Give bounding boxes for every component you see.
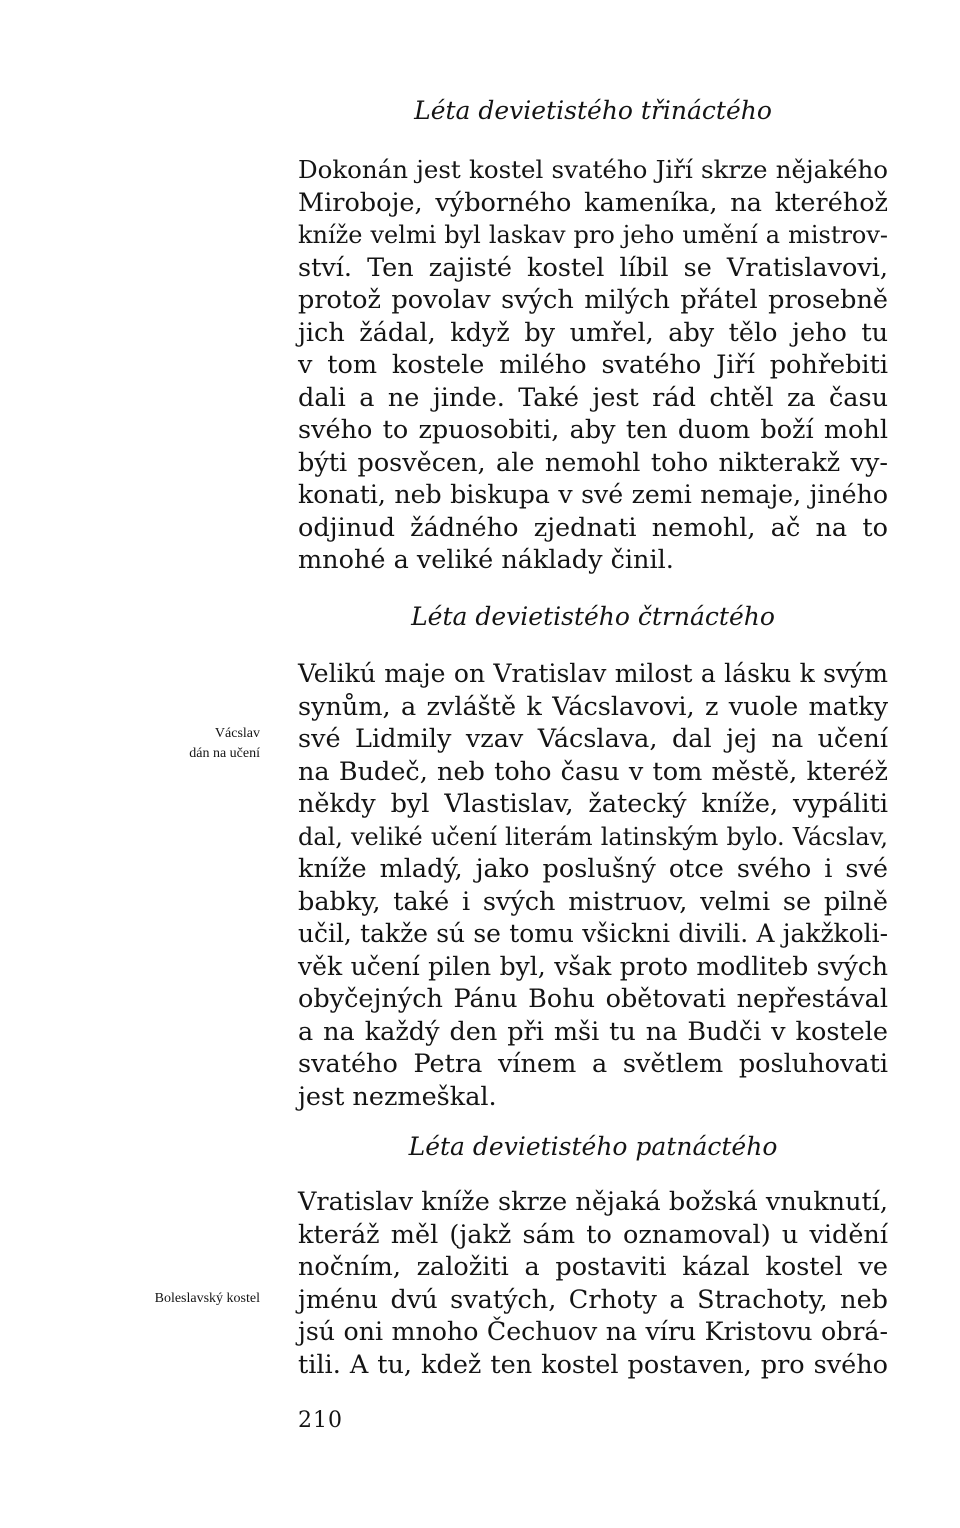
text-line: jménu dvú svatých, Crhoty a Strachoty, neb: [298, 1284, 888, 1315]
text-line: učil, takže sú se tomu všickni divili. A jakžkoli-: [298, 919, 888, 948]
text-line: dali a ne jinde. Také jest rád chtěl za času: [298, 382, 888, 413]
page-number: 210: [298, 1408, 343, 1433]
text-line: dal, veliké učení literám latinským bylo. Vácslav,: [298, 822, 888, 851]
text-line: mnohé a veliké náklady činil.: [298, 545, 674, 575]
text-line: obyčejných Pánu Bohu obětovati nepřestával: [298, 984, 888, 1014]
text-line: ství. Ten zajisté kostel líbil se Vratislavovi,: [298, 252, 888, 283]
text-line: synům, a zvláště k Vácslavovi, z vuole matky: [298, 691, 888, 722]
text-line: v tom kostele milého svatého Jiří pohřebiti: [298, 350, 888, 380]
text-line: své Lidmily vzav Vácslava, dal jej na učení: [298, 724, 888, 754]
text-line: býti posvěcen, ale nemohl toho nikterakž vy-: [298, 447, 888, 478]
text-line: Velikú maje on Vratislav milost a lásku k svým: [298, 659, 888, 688]
text-line: odjinud žádného zjednati nemohl, ač na to: [298, 512, 888, 543]
text-line: věk učení pilen byl, však proto modliteb svých: [298, 951, 888, 981]
margin-note-line: Boleslavský kostel: [154, 1291, 260, 1306]
text-line: svatého Petra vínem a světlem posluhovati: [298, 1049, 888, 1079]
text-line: svého to zpuosobiti, aby ten duom boží mohl: [298, 415, 888, 445]
paragraph-914: [298, 658, 888, 1113]
paragraph-915: [298, 1186, 888, 1381]
text-line: a na každý den při mši tu na Budči v kostele: [298, 1016, 888, 1047]
section-heading-913: Léta devietistého třináctého: [414, 96, 772, 125]
text-line: Miroboje, výborného kameníka, na kteréhož: [298, 187, 888, 218]
text-line: na Budeč, neb toho času v tom městě, kteréž: [298, 756, 888, 787]
section-heading-915: Léta devietistého patnáctého: [408, 1132, 778, 1161]
paragraph-913: [298, 154, 888, 577]
margin-note-line: dán na učení: [189, 746, 260, 761]
text-line: konati, neb biskupa v své zemi nemaje, jiného: [298, 480, 888, 509]
text-line: někdy byl Vlastislav, žatecký kníže, vypáliti: [298, 789, 888, 819]
section-heading-914: Léta devietistého čtrnáctého: [411, 602, 775, 631]
text-line: kníže velmi byl laskav pro jeho umění a mistrov-: [298, 221, 888, 249]
text-line: tili. A tu, kdež ten kostel postaven, pro svého: [298, 1349, 888, 1380]
margin-note-boleslav: [155, 1289, 260, 1309]
text-line: jsú oni mnoho Čechuov na víru Kristovu obrá-: [298, 1317, 888, 1346]
text-line: babky, také i svých mistruov, velmi se pilně: [298, 886, 888, 917]
margin-note-line: Vácslav: [214, 726, 260, 741]
text-line: nočním, založiti a postaviti kázal kostel ve: [298, 1252, 888, 1282]
text-line: kníže mladý, jako poslušný otce svého i své: [298, 854, 888, 884]
text-line: jest nezmeškal.: [298, 1081, 497, 1112]
text-line: protož povolav svých milých přátel prosebně: [298, 285, 888, 315]
text-line: kteráž měl (jakž sám to oznamoval) u vidění: [298, 1219, 888, 1250]
margin-note-vacslav: [189, 724, 260, 764]
text-line: Vratislav kníže skrze nějaká božská vnuknutí,: [298, 1187, 888, 1217]
text-line: Dokonán jest kostel svatého Jiří skrze nějakého: [298, 155, 888, 184]
text-line: jich žádal, když by umřel, aby tělo jeho tu: [298, 317, 888, 348]
